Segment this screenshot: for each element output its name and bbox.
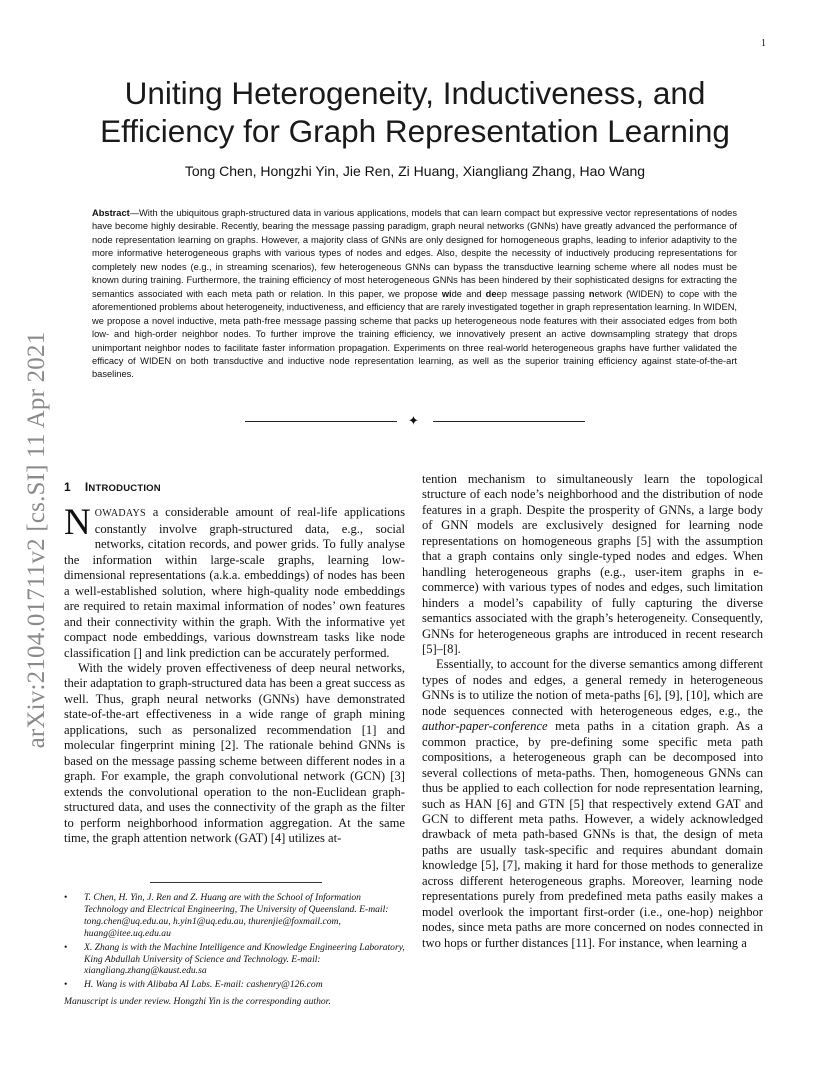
dropcap-letter: N	[64, 502, 91, 544]
divider-star-icon: ✦	[408, 414, 419, 429]
footnote-item	[64, 942, 405, 978]
bullet-icon: •	[64, 892, 68, 903]
section-title-rest: NTRODUCTION	[88, 483, 161, 494]
intro-paragraph-2: With the widely proven effectiveness of deep neural networks, their adaptation to graph-structured data has been a great success as well. Thus, graph neural networks (GNNs) have demonstrated state-of-the-art effectiveness in a wide range of graph mining applications, such as personalized recommendation [1] and molecular fingerprint mining [2]. The rationale behind GNNs is based on the message passing scheme between different nodes in a graph. For example, the graph convolutional network (GCN) [3] extends the convolutional operation to the non-Euclidean graph-structured data, and uses the connectivity of the graph as the filter to perform neighborhood information aggregation. At the same time, the graph attention network (GAT) [4] utilizes at-	[64, 660, 405, 845]
manuscript-note: Manuscript is under review. Hongzhi Yin is the corresponding author.	[64, 996, 331, 1008]
abstract-bold-n: n	[588, 288, 595, 299]
footnote-item	[64, 979, 405, 991]
right-text-2b: meta paths in a citation graph. As a common practice, by pre-defining some specific meta path compositions, a heterogeneous graph can be decomposed into several collections of meta-paths. Then, homogeneous GNNs can thus be applied to each collection for node representation learning, such as HAN [6] and GTN [5] that respectively extend GAT and GCN to different meta paths. However, a widely acknowledged drawback of meta path-based GNNs is that, the design of meta paths are usually task-specific and requires abundant domain knowledge [5], [7], making it hard for those methods to generalize across different heterogeneous graphs. Moreover, learning node representations purely from predefined meta paths easily makes a model overlook the important first-order (i.e., one-hop) neighbor nodes, since meta paths are more concerned on nodes connected in two hops or further distances [11]. For instance, when learning a	[422, 719, 763, 950]
arxiv-watermark: arXiv:2104.01711v2 [cs.SI] 11 Apr 2021	[23, 331, 50, 749]
divider-line-left	[245, 421, 397, 422]
section-title-cap: I	[84, 480, 89, 494]
right-paragraph-1: tention mechanism to simultaneously learn the topological structure of each node’s neighborhood and the distribution of node features in a graph. Despite the prosperity of GNNs, a large body of GNN models are exclusively designed for learning node representations on homogeneous graphs [5] with the assumption that a graph contains only single-typed nodes and edges. When handling heterogeneous graphs (e.g., user-item graphs in e-commerce) with various types of nodes and edges, such limitation hinders a model’s capability of fully capturing the diverse semantics associated with the graph’s heterogeneity. Consequently, GNNs for heterogeneous graphs are introduced in recent research [5]–[8].	[422, 472, 763, 656]
divider-line-right	[433, 421, 585, 422]
section-number: 1	[64, 480, 71, 494]
abstract-label: Abstract	[92, 208, 130, 218]
intro-paragraph-1	[64, 502, 405, 661]
bullet-icon: •	[64, 941, 68, 953]
abstract-bold-de: de	[485, 288, 497, 299]
right-column	[422, 472, 763, 951]
footnote-text: X. Zhang is with the Machine Intelligence and Knowledge Engineering Laboratory, King Abdullah University of Science and Technology. E-mail: xiangliang.zhang@kaust.edu.sa	[84, 941, 405, 977]
abstract-text-2: de and	[451, 288, 486, 299]
footnote-item	[64, 892, 405, 940]
abstract	[92, 207, 737, 382]
abstract-text-1: —With the ubiquitous graph-structured data in various applications, models that can learn compact but expressive vector representations of nodes have become highly desirable. Recently, bearing the message passing paradigm, graph neural networks (GNNs) have greatly advanced the performance of node representation learning on graphs. However, a majority class of GNNs are only designed for homogeneous graphs, leading to inferior adaptivity to the more informative heterogeneous graphs with various types of nodes and edges. Also, despite the necessity of inductively producing representations for completely new nodes (e.g., in streaming scenarios), few heterogeneous GNNs can bypass the transductive learning scheme where all nodes must be known during training. Furthermore, the training efficiency of most heterogeneous GNNs has been hindered by their sophisticated designs for extracting the semantics associated with each meta path or relation. In this paper, we propose	[92, 208, 737, 299]
author-list: Tong Chen, Hongzhi Yin, Jie Ren, Zi Huang, Xiangliang Zhang, Hao Wang	[184, 163, 646, 179]
right-paragraph-2	[422, 657, 763, 951]
abstract-bold-wi: wi	[441, 288, 452, 299]
left-column	[64, 480, 405, 846]
meta-path-example: author-paper-conference	[422, 719, 548, 734]
section-divider	[245, 414, 585, 430]
footnotes	[64, 892, 405, 1008]
footnote-rule	[150, 882, 322, 883]
footnote-text: T. Chen, H. Yin, J. Ren and Z. Huang are with the School of Information Technology and Electrical Engineering, The University of Queensland. E-mail: tong.chen@uq.edu.au, h.yin1@uq.edu.au, thurenjie@foxmail.com, huang@itee.uq.edu.au	[84, 892, 389, 939]
right-text-2a: Essentially, to account for the diverse semantics among different types of nodes and edges, a general remedy in heterogeneous GNNs is to utilize the notion of meta-paths [6], [9], [10], which are node sequences connected with heterogeneous edges, e.g., the	[422, 657, 763, 718]
smallcaps-word: OWADAYS	[94, 508, 146, 520]
paper-title: Uniting Heterogeneity, Inductiveness, and Efficiency for Graph Representation Learning	[100, 75, 730, 149]
abstract-text-3: ep message passing	[496, 288, 589, 299]
bullet-icon: •	[64, 979, 68, 991]
abstract-text-4: etwork (WIDEN) to cope with the aforementioned problems about heterogeneity, inductiveness, and efficiency that are rarely investigated together in graph representation learning. In WIDEN, we propose a novel inductive, meta path-free message passing scheme that packs up heterogeneous node features with their associated edges from both low- and high-order neighbor nodes. To further improve the training efficiency, we innovatively present an active downsampling strategy that drops unimportant neighbor nodes to facilitate faster information propagation. Experiments on three real-world heterogeneous graphs have further validated the efficacy of WIDEN on both transductive and inductive node representation learning, as well as the superior training efficiency against state-of-the-art baselines.	[92, 288, 737, 380]
section-heading-introduction	[64, 480, 405, 496]
intro-text-1: a considerable amount of real-life applications constantly involve graph-structured data, e.g., social networks, citation records, and power grids. To fully analyse the information within large-scale graphs, learning low-dimensional representations (a.k.a. embeddings) of nodes has been a well-established solution, where high-quality node embeddings are required to retain maximal information of nodes’ own features and their connectivity within the graph. With the informative yet compact node embeddings, various downstream tasks like node classification [] and link prediction can be accurately performed.	[64, 505, 405, 660]
footnote-text: H. Wang is with Alibaba AI Labs. E-mail: cashenry@126.com	[84, 979, 323, 991]
page-number: 1	[761, 38, 766, 49]
